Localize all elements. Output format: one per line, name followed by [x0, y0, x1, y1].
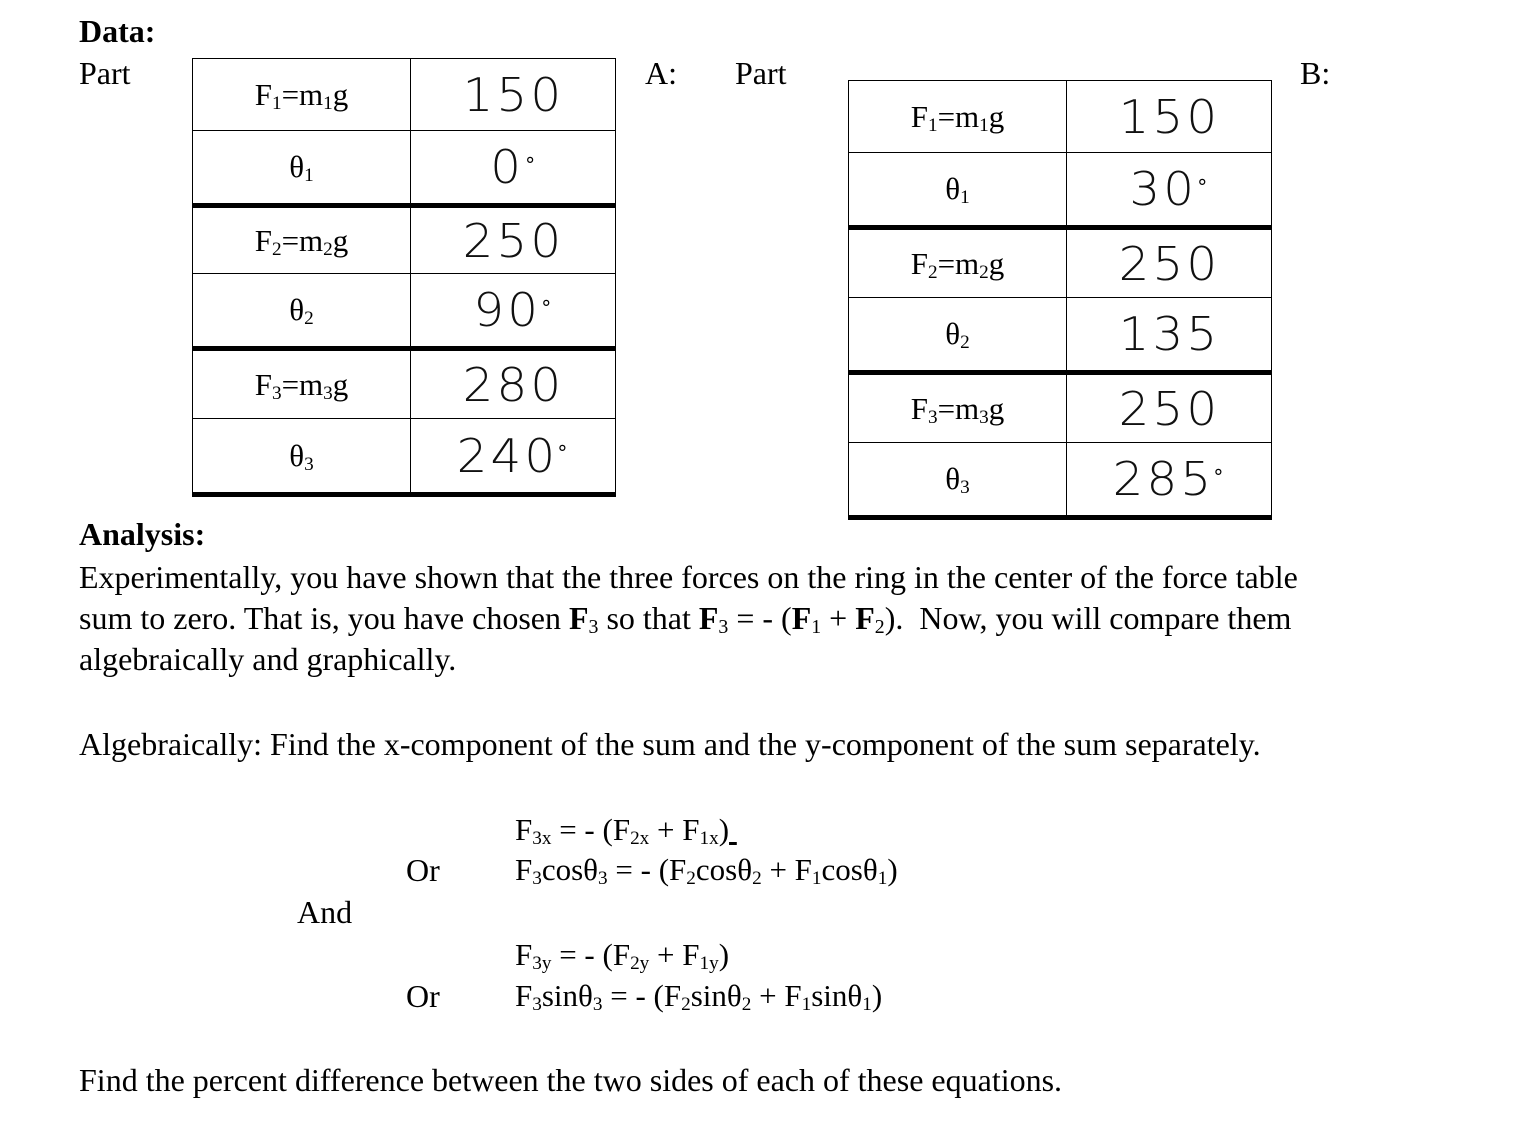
paragraph-line-3: algebraically and graphically.: [79, 641, 457, 677]
label-f2: $F_2=m_2g$: [849, 228, 1067, 298]
handwritten-value: 250: [1118, 381, 1220, 436]
handwritten-value: 150: [462, 67, 564, 122]
value-cell: [411, 419, 616, 495]
analysis-heading: Analysis:: [79, 516, 206, 552]
table-row: [193, 206, 616, 274]
degree-mark: °: [541, 295, 552, 320]
paragraph-text: Now, you will compare them: [919, 600, 1292, 636]
value-cell: [1067, 373, 1272, 443]
handwritten-value: 0: [490, 140, 524, 194]
label-theta1: $\theta_1$: [849, 153, 1067, 228]
handwritten-value: 150: [1118, 89, 1220, 144]
label-f3: $F_3=m_3g$: [849, 373, 1067, 443]
paragraph-line-1: Experimentally, you have shown that the three forces on the ring in the center of the force table: [79, 559, 1298, 595]
value-cell: [411, 206, 616, 274]
equation-f3y: $F_{3y}$ = - $(F_{2y} + F_{1y})$: [515, 937, 730, 974]
or-label-1: Or: [406, 852, 440, 888]
degree-mark: °: [525, 152, 536, 177]
table-row: [849, 298, 1272, 373]
label-f1: $F_1=m_1g$: [849, 81, 1067, 153]
label-theta2: $\theta_2$: [849, 298, 1067, 373]
value-cell: [411, 274, 616, 349]
handwritten-value: 285: [1112, 452, 1214, 506]
handwritten-value: 250: [1118, 236, 1220, 291]
label-theta3: $\theta_3$: [849, 443, 1067, 518]
table-row: [193, 59, 616, 131]
algebraically-instruction: Algebraically: Find the x-component of the sum and the y-component of the sum separately.: [79, 726, 1261, 762]
table-row: [193, 274, 616, 349]
paragraph-line-2: sum to zero. That is, you have chosen $F_3$ so that $F_3$ = - $(F_1 + F_2)$. Now, you will compare them: [79, 600, 1292, 638]
table-row: [849, 81, 1272, 153]
value-cell: [1067, 153, 1272, 228]
degree-mark: °: [1213, 464, 1224, 489]
handwritten-value: 30: [1129, 162, 1197, 216]
part-b-label-left: Part: [735, 55, 787, 91]
table-part-b: [848, 80, 1272, 520]
handwritten-value: 250: [462, 213, 564, 268]
table-row: [849, 373, 1272, 443]
equation-f3x: $F_{3x}$ = - $(F_{2x} + F_{1x})$: [515, 812, 730, 849]
data-heading: Data:: [79, 13, 156, 49]
value-cell: [1067, 228, 1272, 298]
handwritten-value: 135: [1118, 307, 1220, 361]
part-b-label-right: B:: [1300, 55, 1331, 91]
final-instruction: Find the percent difference between the two sides of each of these equations.: [79, 1062, 1063, 1098]
paragraph-text: so that: [606, 600, 691, 636]
value-cell: [1067, 298, 1272, 373]
label-theta1: $\theta_1$: [193, 131, 411, 206]
table-row: [849, 228, 1272, 298]
or-label-2: Or: [406, 978, 440, 1014]
handwritten-value: 90: [473, 283, 541, 337]
equation-f3-sin: $F_3\sin\theta_3$ = - $(F_2\sin\theta_2 + F_1\sin\theta_1)$: [515, 978, 883, 1015]
table-part-a: [192, 58, 616, 497]
part-a-label-left: Part: [79, 55, 131, 91]
table-row: [193, 419, 616, 495]
table-row: [849, 153, 1272, 228]
equation-f3-cos: $F_3\cos\theta_3$ = - $(F_2\cos\theta_2 + F_1\cos\theta_1)$: [515, 852, 898, 889]
handwritten-value: 240: [456, 428, 558, 483]
analysis-paragraph: [79, 557, 1499, 680]
paragraph-text: sum to zero. That is, you have chosen: [79, 600, 561, 636]
degree-mark: °: [1197, 174, 1208, 199]
handwritten-value: 280: [462, 357, 564, 412]
label-f2: $F_2=m_2g$: [193, 206, 411, 274]
label-theta3: $\theta_3$: [193, 419, 411, 495]
and-label: And: [297, 894, 353, 930]
value-cell: [411, 131, 616, 206]
value-cell: [1067, 443, 1272, 518]
label-theta2: $\theta_2$: [193, 274, 411, 349]
label-f1: $F_1=m_1g$: [193, 59, 411, 131]
value-cell: [1067, 81, 1272, 153]
value-cell: [411, 59, 616, 131]
part-a-label-right: A:: [645, 55, 677, 91]
table-row: [193, 131, 616, 206]
degree-mark: °: [557, 441, 568, 466]
label-f3: $F_3=m_3g$: [193, 349, 411, 419]
table-row: [849, 443, 1272, 518]
value-cell: [411, 349, 616, 419]
table-row: [193, 349, 616, 419]
